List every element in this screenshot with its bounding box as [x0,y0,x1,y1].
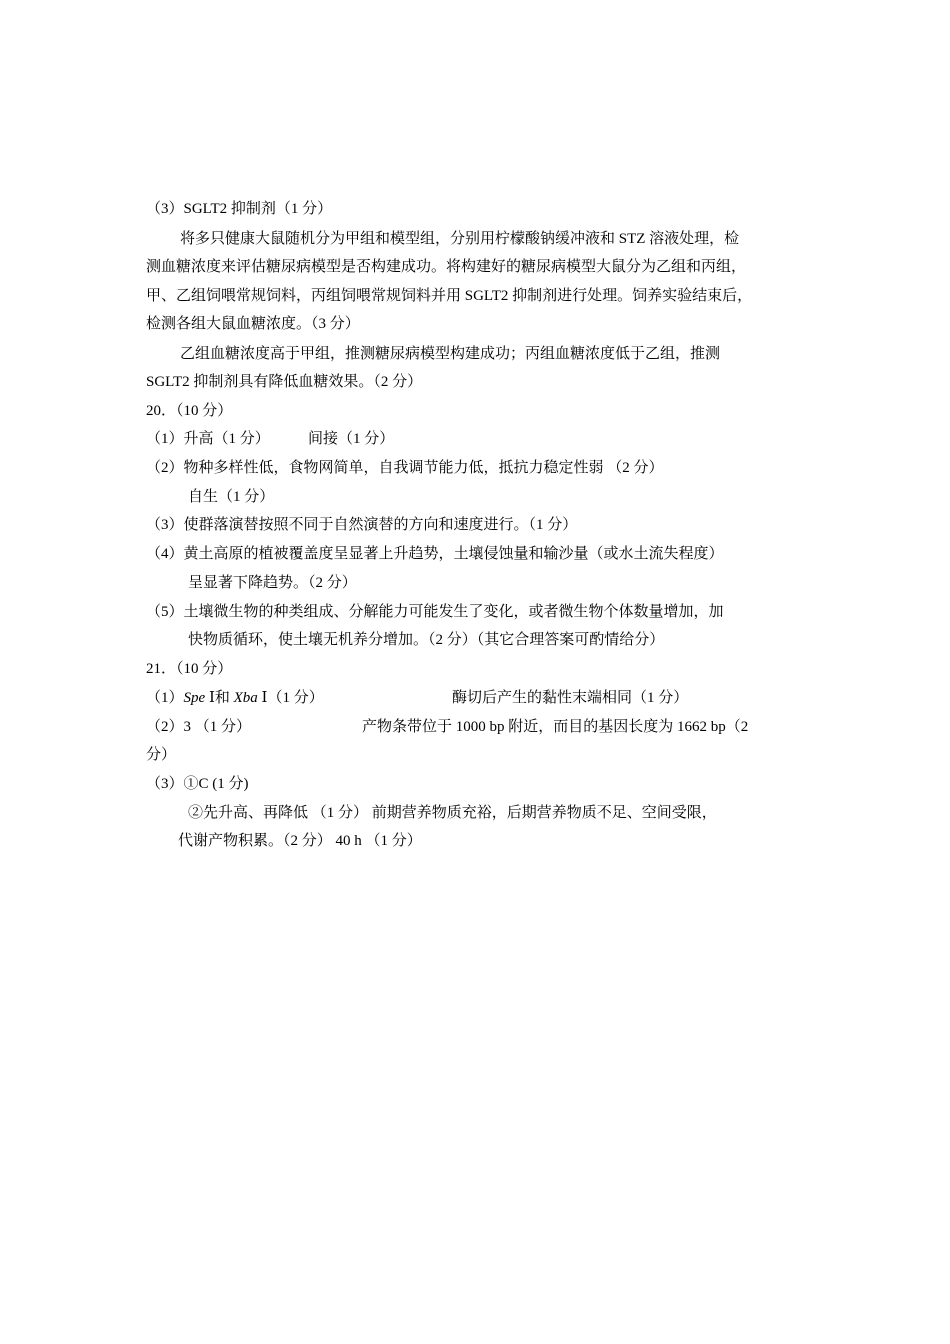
q20-part1-answer-a: （1）升高（1 分） [146,431,270,447]
q19-result-line-1: 乙组血糖浓度高于甲组，推测糖尿病模型构建成功；丙组血糖浓度低于乙组，推测 [180,346,721,362]
q19-method-line-4: 检测各组大鼠血糖浓度。（3 分） [146,316,360,332]
q19-part3-heading: （3）SGLT2 抑制剂（1 分） [146,201,333,217]
q21-part1-answer-b: 酶切后产生的黏性末端相同（1 分） [452,690,689,706]
q21-part2-answer-a: （2）3 （1 分） [146,719,252,735]
q20-part5-line-2: 快物质循环，使土壤无机养分增加。（2 分）（其它合理答案可酌情给分） [188,632,665,648]
q20-part4-line-2: 呈显著下降趋势。（2 分） [188,575,357,591]
q19-result-line-2: SGLT2 抑制剂具有降低血糖效果。（2 分） [146,374,423,390]
q20-heading: 20．（10 分） [146,403,233,419]
q20-part2-answer-b: 自生（1 分） [188,489,275,505]
q19-method-line-2: 测血糖浓度来评估糖尿病模型是否构建成功。将构建好的糖尿病模型大鼠分为乙组和丙组， [146,259,747,275]
q21-heading: 21．（10 分） [146,661,233,677]
q21-part1-mid: Ⅰ和 [205,690,234,706]
q21-part3-answer-a: （3）①C (1 分) [146,776,249,792]
q21-part2-answer-b: 产物条带位于 1000 bp 附近，而目的基因长度为 1662 bp（2 [362,719,749,735]
enzyme-spe: Spe [183,690,206,706]
q19-method-line-3: 甲、乙组饲喂常规饲料，丙组饲喂常规饲料并用 SGLT2 抑制剂进行处理。饲养实验结束后， [146,288,753,304]
q20-part1-answer-b: 间接（1 分） [308,431,395,447]
q20-part5-line-1: （5）土壤微生物的种类组成、分解能力可能发生了变化，或者微生物个体数量增加，加 [146,604,724,620]
q21-part1-suffix: Ⅰ（1 分） [257,690,324,706]
q21-part3-answer-c: 代谢产物积累。（2 分） 40 h （1 分） [178,833,422,849]
q19-method-line-1: 将多只健康大鼠随机分为甲组和模型组，分别用柠檬酸钠缓冲液和 STZ 溶液处理，检 [180,231,740,247]
q20-part3-answer: （3）使群落演替按照不同于自然演替的方向和速度进行。（1 分） [146,517,578,533]
q20-part2-answer-a: （2）物种多样性低，食物网简单，自我调节能力低，抵抗力稳定性弱 （2 分） [146,460,664,476]
q20-part4-line-1: （4）黄土高原的植被覆盖度呈显著上升趋势，土壤侵蚀量和输沙量（或水土流失程度） [146,546,724,562]
q21-part3-answer-b: ②先升高、再降低 （1 分） 前期营养物质充裕，后期营养物质不足、空间受限， [188,805,717,821]
q21-part2-answer-c: 分） [146,747,177,763]
enzyme-xba: Xba [233,690,258,706]
q21-part1-prefix: （1） [146,690,184,706]
q21-part1-answer-a [146,688,324,708]
